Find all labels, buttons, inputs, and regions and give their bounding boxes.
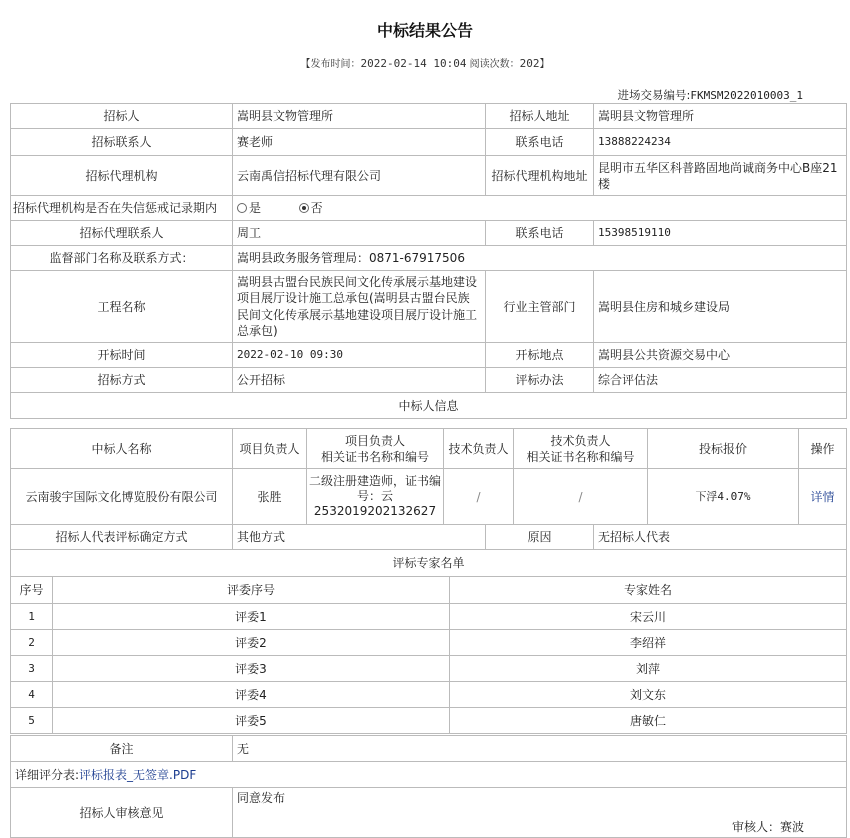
review-value: 同意发布 [237,791,286,805]
agency-contact-value: 周工 [233,221,486,246]
open-time-label: 开标时间 [11,343,233,368]
expert-no: 1 [11,604,53,630]
table-row [11,656,847,682]
supervisor-label: 监督部门名称及联系方式： [11,246,233,271]
open-time-value: 2022-02-10 09:30 [233,343,486,368]
experts-header-name: 专家姓名 [450,577,847,604]
tenderer-address-label: 招标人地址 [486,104,594,129]
table-row [11,708,847,734]
expert-name: 宋云川 [450,604,847,630]
winner-action-cell [799,469,847,525]
detail-score-file-link[interactable]: 评标报表_无签章.PDF [79,767,197,782]
winner-tech: / [444,469,514,525]
trade-number [618,87,803,103]
expert-name: 刘文东 [450,682,847,708]
winner-tech-cert: / [514,469,648,525]
rep-label: 招标人代表评标确定方式 [11,525,233,550]
trade-number-label: 进场交易编号: [617,88,691,102]
expert-seq: 评委3 [53,656,450,682]
eval-label: 评标办法 [486,368,594,393]
detail-link[interactable]: 详情 [810,489,835,504]
agency-phone-value: 15398519110 [594,221,847,246]
publish-prefix: 【发布时间： [300,59,361,70]
radio-no-label: 否 [310,201,323,215]
agency-contact-label: 招标代理联系人 [11,221,233,246]
agency-label: 招标代理机构 [11,156,233,196]
publish-time: 2022-02-14 10:04 [360,57,467,70]
radio-yes-label: 是 [249,201,262,215]
trade-number-value: FKMSM2022010003_1 [690,89,803,102]
winner-price: 下浮4.07% [648,469,799,525]
expert-seq: 评委1 [53,604,450,630]
rep-table [10,524,847,577]
reason-label: 原因 [486,525,594,550]
eval-value: 综合评估法 [594,368,847,393]
publish-info [0,55,850,70]
industry-label: 行业主管部门 [486,271,594,343]
industry-value: 嵩明县住房和城乡建设局 [594,271,847,343]
reviewer: 审核人：赛波 [731,820,804,834]
review-cell [233,788,847,838]
expert-no: 4 [11,682,53,708]
table-row [11,630,847,656]
winner-header-tech: 技术负责人 [444,429,514,469]
table-row [11,604,847,630]
winner-name: 云南骏宇国际文化博览股份有限公司 [11,469,233,525]
supervisor-value: 嵩明县政务服务管理局：0871-67917506 [233,246,847,271]
table-row [11,682,847,708]
read-label: 阅读次数： [466,59,520,70]
expert-no: 2 [11,630,53,656]
experts-header-seq: 评委序号 [53,577,450,604]
tenderer-value: 嵩明县文物管理所 [233,104,486,129]
expert-no: 5 [11,708,53,734]
winner-header-action: 操作 [799,429,847,469]
detail-score-row [11,762,847,788]
winner-manager-cert: 二级注册建造师，证书编号：云2532019202132627 [307,469,444,525]
winner-header-manager: 项目负责人 [233,429,307,469]
project-name-value: 嵩明县古盟台民族民间文化传承展示基地建设项目展厅设计施工总承包(嵩明县古盟台民族民间文化传承展示基地建设项目展厅设计施工总承包) [233,271,486,343]
open-place-value: 嵩明县公共资源交易中心 [594,343,847,368]
agency-address-label: 招标代理机构地址 [486,156,594,196]
expert-name: 李绍祥 [450,630,847,656]
remark-label: 备注 [11,736,233,762]
method-value: 公开招标 [233,368,486,393]
winner-section-title: 中标人信息 [11,393,847,419]
publish-suffix: 】 [539,59,550,70]
open-place-label: 开标地点 [486,343,594,368]
agency-address-value: 昆明市五华区科普路固地尚诚商务中心B座21楼 [594,156,847,196]
review-label: 招标人审核意见 [11,788,233,838]
winner-header-name: 中标人名称 [11,429,233,469]
winner-header-manager-cert: 项目负责人 相关证书名称和编号 [307,429,444,469]
expert-seq: 评委2 [53,630,450,656]
detail-score-label: 详细评分表: [15,767,80,782]
footer-table [10,735,847,838]
radio-no[interactable] [299,203,309,213]
agency-value: 云南禹信招标代理有限公司 [233,156,486,196]
remark-value: 无 [233,736,847,762]
winner-manager: 张胜 [233,469,307,525]
blacklist-options [233,196,847,221]
expert-name: 刘萍 [450,656,847,682]
phone-value: 13888224234 [594,129,847,156]
experts-section-title: 评标专家名单 [11,550,847,577]
winner-header-price: 投标报价 [648,429,799,469]
agency-phone-label: 联系电话 [486,221,594,246]
expert-name: 唐敏仁 [450,708,847,734]
tenderer-label: 招标人 [11,104,233,129]
rep-value: 其他方式 [233,525,486,550]
radio-yes[interactable] [237,203,247,213]
page-title: 中标结果公告 [376,21,473,40]
read-count: 202 [519,57,540,70]
experts-table [10,576,847,734]
blacklist-label: 招标代理机构是否在失信惩戒记录期内 [11,196,233,221]
winner-table [10,428,847,525]
expert-no: 3 [11,656,53,682]
method-label: 招标方式 [11,368,233,393]
tenderer-address-value: 嵩明县文物管理所 [594,104,847,129]
expert-seq: 评委5 [53,708,450,734]
project-name-label: 工程名称 [11,271,233,343]
experts-header-no: 序号 [11,577,53,604]
contact-label: 招标联系人 [11,129,233,156]
bid-info-table [10,103,847,419]
contact-value: 赛老师 [233,129,486,156]
winner-header-tech-cert: 技术负责人 相关证书名称和编号 [514,429,648,469]
expert-seq: 评委4 [53,682,450,708]
reason-value: 无招标人代表 [594,525,847,550]
phone-label: 联系电话 [486,129,594,156]
